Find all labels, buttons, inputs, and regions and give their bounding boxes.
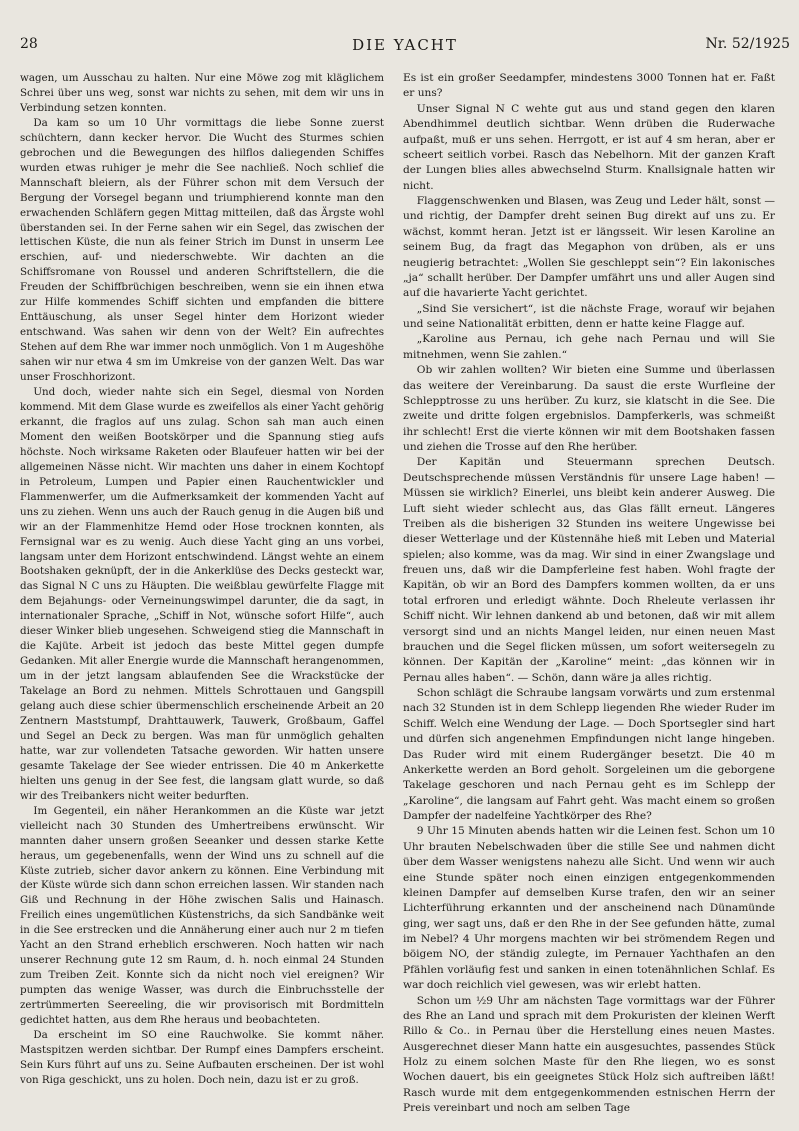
page-header (20, 36, 790, 60)
paragraph: Ob wir zahlen wollten? Wir bieten eine Summe und überlassen das weitere der Vereinbarung. Da saust die erste Wurfleine der Schlepptrosse zu uns herüber. Zu kurz, sie klatscht in die See. Die zweite und dritte folgen ergebnislos. Dampferkerls, was schmeißt ihr schlecht! Erst die vierte können wir mit dem Bootshaken fassen und ziehen die Trosse auf den Rhe herüber. (403, 364, 775, 453)
paragraph: Da erscheint im SO eine Rauchwolke. Sie kommt näher. Mastspitzen werden sichtbar. Der Rumpf eines Dampfers erscheint. Sein Kurs führt auf uns zu. Seine Aufbauten erscheinen. Der ist wohl von Riga geschickt, uns zu holen. Doch nein, dazu ist er zu groß. (20, 1029, 384, 1086)
paragraph: Unser Signal N C wehte gut aus und stand gegen den klaren Abendhimmel deutlich sichtbar. Wenn drüben die Ruderwache aufpaßt, muß er uns sehen. Herrgott, er ist auf 4 sm heran, aber er scheert seitlich vorbei. Rasch das Nebelhorn. Mit der ganzen Kraft der Lungen blies alles abwechselnd Sturm. Knallsignale hatten wir nicht. (403, 102, 775, 192)
paragraph: „Karoline aus Pernau, ich gehe nach Pernau und will Sie mitnehmen, wenn Sie zahlen.“ (403, 333, 775, 361)
paragraph: Und doch, wieder nahte sich ein Segel, diesmal von Norden kommend. Mit dem Glase wurde es zweifellos als einer Yacht gehörig erkannt, die fraglos auf uns zulag. Schon sah man auch einen Moment den weißen Bootskörper und die Spannung stieg aufs höchste. Noch wirksame Raketen oder Blaufeuer hatten wir bei der allgemeinen Nässe nicht. Wir machten uns daher in einem Kochtopf in Petroleum, Lumpen und Papier einen Rauchentwickler und Flammenwerfer, um die Aufmerksamkeit der kommenden Yacht auf uns zu ziehen. Wenn uns auch der Rauch genug in die Augen biß und wir an der Flammenhitze Hemd oder Hose trocknen konnten, als Fernsignal war es zu wenig. Auch diese Yacht ging an uns vorbei, langsam unter dem Horizont entschwindend. Längst wehte an einem Bootshaken geknüpft, der in die Ankerklüse des Decks gesteckt war, das Signal N C uns zu Häupten. Die weißblau gewürfelte Flagge mit dem Bejahungs- oder Verneinungswimpel darunter, die da sagt, in internationaler Sprache, „Schiff in Not, wünsche sofort Hilfe“, auch dieser Winker blieb ungesehen. Schweigend stieg die Mannschaft in die Kajüte. Arbeit ist jedoch das beste Mittel gegen dumpfe Gedanken. Mit aller Energie wurde die Mannschaft herangenommen, um in der jetzt langsam ablaufenden See die Wrackstücke der Takelage an Bord zu nehmen. Mittels Schrottauen und Gangspill gelang auch diese schier übermenschlich erscheinende Arbeit an 20 Zentnern Maststumpf, Drahttauwerk, Tauwerk, Großbaum, Gaffel und Segel an Deck zu bergen. Was man für unmöglich gehalten hatte, war zur vollendeten Tatsache geworden. Wir hatten unsere gesamte Takelage der See wieder entrissen. Die 40 m Ankerkette hielten uns genug in der See fest, die langsam glatt wurde, so daß wir des Treibankers nicht weiter bedurften. (20, 386, 384, 802)
paragraph: Schon schlägt die Schraube langsam vorwärts und zum erstenmal nach 32 Stunden ist in dem Schlepp liegenden Rhe wieder Ruder im Schiff. Welch eine Wendung der Lage. — Doch Sportsegler sind hart und dürfen sich angenehmen Empfindungen nicht lange hingeben. Das Ruder wird mit einem Rudergänger besetzt. Die 40 m Ankerkette werden an Bord geholt. Sorgeleinen um die geborgene Takelage geschoren und nach Pernau geht es im Schlepp der „Karoline“, die langsam auf Fahrt geht. Was macht einem so großen Dampfer der nadelfeine Yachtkörper des Rhe? (403, 687, 775, 822)
magazine-title: DIE YACHT (352, 36, 458, 54)
right-column (403, 71, 775, 1123)
paragraph: Flaggenschwenken und Blasen, was Zeug und Leder hält, sonst — und richtig, der Dampfer dreht seinen Bug direkt auf uns zu. Er wächst, kommt heran. Jetzt ist er längsseit. Wir lesen Karoline an seinem Bug, da fragt das Megaphon von drüben, als er uns neugierig betrachtet: „Wollen Sie geschleppt sein“? Ein lakonisches „ja“ schallt herüber. Der Dampfer umfährt uns und aller Augen sind auf die havarierte Yacht gerichtet. (403, 195, 775, 300)
paragraph: Es ist ein großer Seedampfer, mindestens 3000 Tonnen hat er. Faßt er uns? (403, 72, 775, 100)
paragraph: Der Kapitän und Steuermann sprechen Deutsch. Deutschsprechende müssen Verständnis für unsere Lage haben! — Müssen sie wirklich? Einerlei, uns bleibt kein anderer Ausweg. Die Luft sieht wieder schlecht aus, das Glas fällt erneut. Längeres Treiben als die bisherigen 32 Stunden ins weitere Ungewisse bei dieser Wetterlage und der Küstennähe hieß mit Leben und Material spielen; also komme, was da mag. Wir sind in einer Zwangslage und freuen uns, daß wir die Dampferleine fest haben. Wohl fragte der Kapitän, ob wir an Bord des Dampfers kommen wollten, da er uns total erfroren und erledigt wähnte. Doch Rheleute verlassen ihr Schiff nicht. Wir lehnen dankend ab und betonen, daß wir mit allem versorgt sind und an nichts Mangel leiden, nur einen neuen Mast brauchen und die Segel flicken müssen, um sofort weitersegeln zu können. Der Kapitän der „Karoline“ meint: „das können wir in Pernau alles haben“. — Schön, dann wäre ja alles richtig. (403, 456, 775, 684)
left-column (20, 71, 384, 1123)
paragraph: wagen, um Ausschau zu halten. Nur eine Möwe zog mit kläglichem Schrei über uns weg, sonst war nichts zu sehen, mit dem wir uns in Verbindung setzen konnten. (20, 72, 384, 114)
paragraph: Schon um ½9 Uhr am nächsten Tage vormittags war der Führer des Rhe an Land und sprach mit dem Prokuristen der kleinen Werft Rillo & Co.. in Pernau über die Herstellung eines neuen Mastes. Ausgerechnet dieser Mann hatte ein ausgesuchtes, passendes Stück Holz zu einem solchen Maste für den Rhe liegen, wo es sonst Wochen dauert, bis ein geeignetes Stück Holz sich auftreiben läßt! Rasch wurde mit dem entgegenkommenden estnischen Herrn der Preis vereinbart und noch am selben Tage (403, 994, 775, 1115)
paragraph: Im Gegenteil, ein näher Herankommen an die Küste war jetzt vielleicht nach 30 Stunden des Umhertreibens erwünscht. Wir mannten daher unsern großen Seeanker und dessen starke Kette heraus, um gegebenenfalls, wenn der Wind uns zu schnell auf die Küste zutrieb, sicher davor ankern zu können. Eine Verbindung mit der Küste würde sich dann schon erreichen lassen. Wir standen nach Giß und Rechnung in der Höhe zwischen Salis und Hainasch. Freilich eines ungemütlichen Küstenstrichs, da sich Sandbänke weit in die See erstrecken und die Annäherung einer auch nur 2 m tiefen Yacht an den Strand erheblich erschweren. Noch hatten wir nach unserer Rechnung gute 12 sm Raum, d. h. noch einmal 24 Stunden zum Treiben Zeit. Konnte sich da nicht noch viel ereignen? Wir pumpten das wenige Wasser, was durch die Einbruchsstelle der zertrümmerten Seereeling, die wir provisorisch mit Bordmitteln gedichtet hatten, aus dem Rhe heraus und beobachteten. (20, 804, 384, 1027)
page-number: 28 (20, 36, 38, 52)
paragraph: Da kam so um 10 Uhr vormittags die liebe Sonne zuerst schüchtern, dann kecker hervor. Die Wucht des Sturmes schien gebrochen und die Bewegungen des hilflos daliegenden Schiffes wurden etwas ruhiger je mehr die See nachließ. Noch schlief die Mannschaft bleiern, als der Führer schon mit dem Versuch der Bergung der Vorsegel begann und triumphierend konnte man den erwachenden Schläfern gegen Mittag mitteilen, daß das Ärgste wohl überstanden sei. In der Ferne sahen wir ein Segel, das zwischen der lettischen Küste, die nun als feiner Strich im Dunst in unserm Lee erschien, auf- und niederschwebte. Wir dachten an die Schiffsromane von Roussel und anderen Schriftstellern, die die Freuden der Schiffbrüchigen beschreiben, wenn sie ein ihnen etwa zur Hilfe kommendes Schiff sichten und empfanden die bittere Enttäuschung, als unser Segel hinter dem Horizont wieder entschwand. Was sahen wir denn von der Welt? Ein aufrechtes Stehen auf dem Rhe war immer noch unmöglich. Von 1 m Augeshöhe sahen wir nur etwa 4 sm im Umkreise von der ganzen Welt. Das war unser Froschhorizont. (20, 116, 384, 384)
issue-number: Nr. 52/1925 (705, 36, 790, 52)
paragraph: „Sind Sie versichert“, ist die nächste Frage, worauf wir bejahen und seine Nationalität erbitten, denn er hatte keine Flagge auf. (403, 302, 775, 330)
paragraph: 9 Uhr 15 Minuten abends hatten wir die Leinen fest. Schon um 10 Uhr brauten Nebelschwaden über die stille See und nahmen dicht über dem Wasser wenigstens nahezu alle Sicht. Und wenn wir auch eine Stunde später noch einen einzigen entgegenkommenden kleinen Dampfer auf demselben Kurse trafen, den wir an seiner Lichterführung erkannten und der anscheinend nach Dünamünde ging, wer sagt uns, daß er den Rhe in der See gefunden hätte, zumal im Nebel? 4 Uhr morgens machten wir bei strömendem Regen und böigem NO, der ständig zulegte, im Pernauer Yachthafen an den Pfählen vorläufig fest und sanken in einen totenähnlichen Schlaf. Es war doch reichlich viel gewesen, was wir erlebt hatten. (403, 825, 775, 992)
